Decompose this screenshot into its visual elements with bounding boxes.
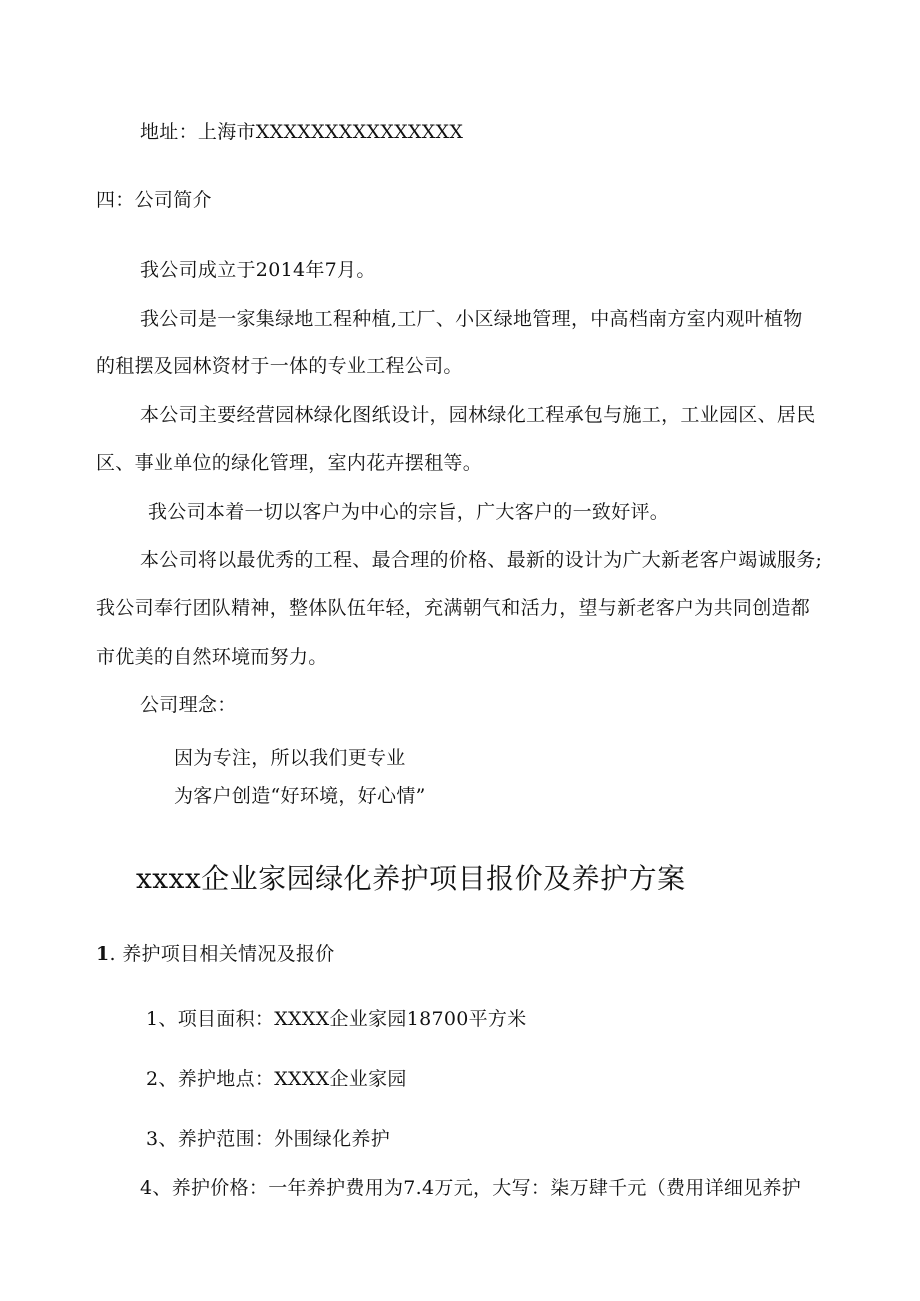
- section1-heading: [96, 942, 335, 966]
- item-maintenance-price: 4、养护价格：一年养护费用为7.4万元，大写：柒万肆千元（费用详细见养护: [140, 1177, 802, 1199]
- section1-heading-text: . 养护项目相关情况及报价: [109, 943, 335, 965]
- section1-number: 1: [96, 943, 110, 965]
- intro-paragraph-customer: 我公司本着一切以客户为中心的宗旨，广大客户的一致好评。: [148, 501, 670, 523]
- intro-paragraph-business-line2: 的租摆及园林资材于一体的专业工程公司。: [96, 355, 463, 377]
- intro-paragraph-mission-line2: 我公司奉行团队精神，整体队伍年轻，充满朝气和活力，望与新老客户为共同创造都: [96, 597, 811, 619]
- item-maintenance-scope: 3、养护范围：外围绿化养护: [146, 1128, 390, 1150]
- intro-paragraph-services-line2: 区、事业单位的绿化管理，室内花卉摆租等。: [96, 452, 483, 474]
- document-title: xxxx企业家园绿化养护项目报价及养护方案: [136, 862, 686, 895]
- address-line: 地址：上海市XXXXXXXXXXXXXXX: [140, 121, 464, 143]
- section-heading-company-intro: 四：公司简介: [96, 189, 212, 211]
- intro-paragraph-business-line1: 我公司是一家集绿地工程种植,工厂、小区绿地管理，中高档南方室内观叶植物: [140, 308, 803, 330]
- intro-paragraph-mission-line3: 市优美的自然环境而努力。: [96, 646, 328, 668]
- item-project-area: 1、项目面积：XXXX企业家园18700平方米: [146, 1008, 527, 1030]
- intro-paragraph-founded: 我公司成立于2014年7月。: [140, 259, 376, 281]
- philosophy-line1: 因为专注，所以我们更专业: [174, 747, 406, 769]
- item-maintenance-location: 2、养护地点：XXXX企业家园: [146, 1068, 407, 1090]
- philosophy-label: 公司理念：: [140, 694, 237, 716]
- philosophy-line2: 为客户创造“好环境，好心情”: [174, 785, 426, 807]
- intro-paragraph-mission-line1: 本公司将以最优秀的工程、最合理的价格、最新的设计为广大新老客户竭诚服务;: [140, 549, 823, 571]
- intro-paragraph-services-line1: 本公司主要经营园林绿化图纸设计，园林绿化工程承包与施工，工业园区、居民: [140, 404, 816, 426]
